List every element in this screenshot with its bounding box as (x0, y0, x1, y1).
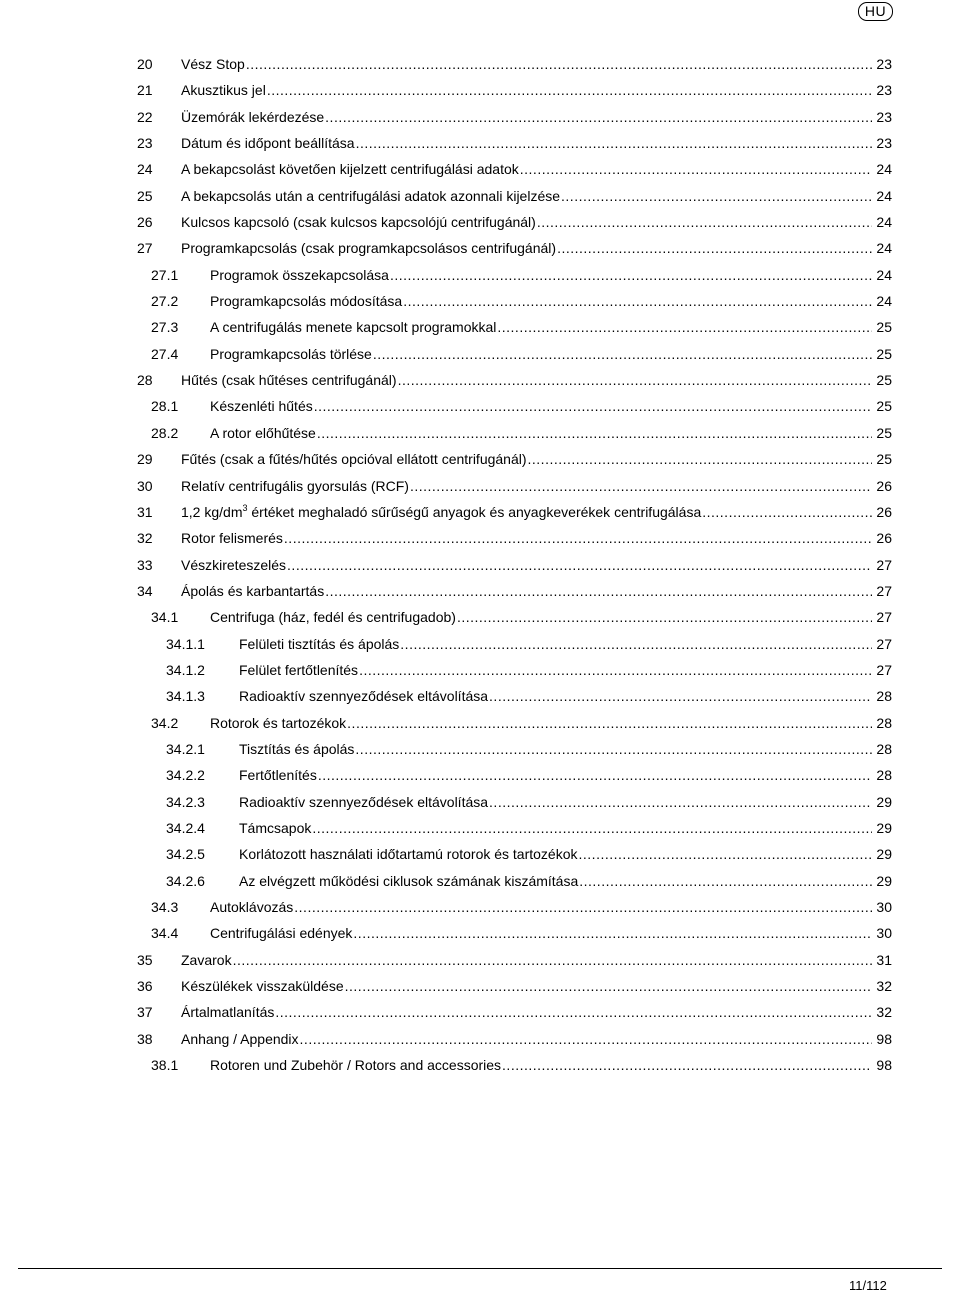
toc-entry-page: 23 (872, 104, 892, 130)
toc-entry-title-line (239, 868, 892, 894)
toc-entry[interactable] (0, 235, 960, 261)
toc-dot-leader (373, 341, 892, 367)
toc-entry-page: 23 (872, 130, 892, 156)
toc-entry-title: Rotoren und Zubehör / Rotors and accessories (210, 1052, 502, 1078)
toc-dot-leader (520, 156, 892, 182)
toc-dot-leader (312, 815, 892, 841)
toc-entry-page: 32 (872, 973, 892, 999)
toc-entry-title: Rotorok és tartozékok (210, 710, 347, 736)
toc-entry-number: 27.3 (151, 319, 179, 336)
toc-entry[interactable] (0, 104, 960, 130)
toc-dot-leader (300, 1026, 892, 1052)
toc-entry-number: 21 (137, 82, 153, 99)
toc-dot-leader (557, 235, 892, 261)
toc-entry-title: Anhang / Appendix (181, 1026, 300, 1052)
toc-entry[interactable] (0, 130, 960, 156)
toc-entry-title: Zavarok (181, 947, 233, 973)
toc-entry-page: 29 (872, 789, 892, 815)
toc-entry-title: Radioaktív szennyeződések eltávolítása (239, 683, 489, 709)
toc-entry-page: 25 (872, 420, 892, 446)
toc-entry[interactable] (0, 393, 960, 419)
toc-dot-leader (317, 420, 892, 446)
toc-entry-number: 34.3 (151, 899, 179, 915)
toc-entry-title: A bekapcsolás után a centrifugálási adatok azonnali kijelzése (181, 183, 561, 209)
toc-dot-leader (287, 552, 892, 578)
toc-entry-title: Rotor felismerés (181, 525, 284, 551)
toc-entry-page: 24 (872, 288, 892, 314)
toc-dot-leader (398, 367, 892, 393)
toc-entry-title-line (210, 288, 892, 314)
toc-entry[interactable] (0, 683, 960, 709)
toc-entry-title: Korlátozott használati időtartamú rotorok és tartozékok (239, 841, 579, 867)
toc-dot-leader (355, 736, 892, 762)
toc-entry[interactable] (0, 367, 960, 393)
toc-entry-number: 34.2.4 (166, 819, 205, 836)
toc-entry-number: 28 (137, 372, 153, 389)
toc-entry[interactable] (0, 525, 960, 551)
toc-entry-title: Készenléti hűtés (210, 393, 314, 419)
toc-entry[interactable] (0, 51, 960, 77)
toc-entry[interactable] (0, 631, 960, 657)
toc-entry-title-line (239, 762, 892, 788)
toc-entry-title: Készülékek visszaküldése (181, 973, 345, 999)
toc-entry-title: Fertőtlenítés (239, 762, 318, 788)
toc-entry-number: 27.4 (151, 345, 179, 362)
language-badge: HU (858, 2, 893, 21)
toc-entry-number: 34.1.2 (166, 661, 205, 678)
toc-entry-title: A bekapcsolást követően kijelzett centrifugálási adatok (181, 156, 520, 182)
toc-entry-page: 29 (872, 841, 892, 867)
toc-entry-title: Tisztítás és ápolás (239, 736, 355, 762)
toc-entry-page: 27 (872, 657, 892, 683)
toc-entry[interactable] (0, 499, 960, 525)
table-of-contents (0, 51, 960, 1078)
toc-entry-page: 24 (872, 209, 892, 235)
toc-entry[interactable] (0, 156, 960, 182)
toc-entry-page: 29 (872, 868, 892, 894)
toc-entry-title: Programkapcsolás (csak programkapcsolásos centrifugánál) (181, 235, 557, 261)
toc-entry-title-part: értéket meghaladó sűrűségű anyagok és anyagkeverékek centrifugálása (247, 503, 702, 520)
toc-entry-number: 34.1.1 (166, 635, 205, 652)
toc-dot-leader (294, 894, 892, 920)
toc-entry-page: 26 (872, 473, 892, 499)
toc-entry-page: 98 (872, 1026, 892, 1052)
toc-entry[interactable] (0, 973, 960, 999)
toc-dot-leader (390, 262, 892, 288)
toc-entry-title-line (181, 104, 892, 130)
toc-entry-title-line (239, 657, 892, 683)
toc-entry-page: 25 (872, 393, 892, 419)
toc-entry-title-line (181, 1026, 892, 1052)
toc-entry-number: 34.2.6 (166, 872, 205, 889)
toc-entry-number: 27.2 (151, 293, 179, 310)
toc-entry-title-part: 1,2 kg/dm (181, 503, 243, 520)
toc-entry[interactable] (0, 446, 960, 472)
toc-entry-page: 98 (872, 1052, 892, 1078)
toc-entry-page: 23 (872, 51, 892, 77)
toc-entry[interactable] (0, 841, 960, 867)
toc-entry-page: 28 (872, 736, 892, 762)
toc-entry-title: Üzemórák lekérdezése (181, 104, 325, 130)
toc-entry-page: 30 (872, 894, 892, 920)
toc-entry-page: 26 (872, 499, 892, 525)
toc-dot-leader (345, 973, 892, 999)
toc-entry-number: 23 (137, 135, 153, 152)
toc-entry-number: 22 (137, 108, 153, 125)
toc-entry-page: 24 (872, 262, 892, 288)
toc-entry-page: 23 (872, 77, 892, 103)
toc-entry-title-line (181, 209, 892, 235)
toc-entry-page: 28 (872, 762, 892, 788)
toc-dot-leader (400, 631, 892, 657)
toc-dot-leader (314, 393, 892, 419)
toc-entry-title-line (181, 578, 892, 604)
toc-entry-page: 28 (872, 683, 892, 709)
toc-dot-leader (325, 578, 892, 604)
toc-entry-title: Centrifugálási edények (210, 920, 353, 946)
toc-entry-title: Támcsapok (239, 815, 312, 841)
toc-entry-title: Programok összekapcsolása (210, 262, 390, 288)
toc-entry-number: 29 (137, 451, 153, 468)
toc-dot-leader (356, 130, 892, 156)
toc-entry-title-line (239, 815, 892, 841)
toc-entry-title: Autoklávozás (210, 894, 294, 920)
toc-entry-title-line (239, 841, 892, 867)
toc-entry-title-line (239, 683, 892, 709)
toc-entry-title-line (210, 262, 892, 288)
toc-entry-number: 34.4 (151, 925, 179, 942)
toc-dot-leader (284, 525, 892, 551)
toc-entry-title-line (181, 499, 892, 525)
toc-entry-page: 32 (872, 999, 892, 1025)
toc-entry[interactable] (0, 762, 960, 788)
toc-entry[interactable] (0, 262, 960, 288)
toc-entry[interactable] (0, 920, 960, 946)
toc-entry-title: Programkapcsolás törlése (210, 341, 373, 367)
toc-entry-number: 34.1 (151, 609, 179, 626)
toc-entry-title-line (210, 393, 892, 419)
toc-entry[interactable] (0, 314, 960, 340)
toc-entry[interactable] (0, 288, 960, 314)
toc-entry-number: 35 (137, 951, 153, 968)
toc-entry[interactable] (0, 578, 960, 604)
toc-entry-number: 25 (137, 187, 153, 204)
toc-entry-title: Kulcsos kapcsoló (csak kulcsos kapcsolójú centrifugánál) (181, 209, 537, 235)
toc-dot-leader (275, 999, 892, 1025)
toc-entry[interactable] (0, 999, 960, 1025)
toc-entry-title: Fűtés (csak a fűtés/hűtés opcióval ellátott centrifugánál) (181, 446, 528, 472)
toc-entry-number: 38.1 (151, 1057, 179, 1074)
toc-dot-leader (353, 920, 892, 946)
toc-entry-title-line (181, 130, 892, 156)
toc-entry-title: Az elvégzett működési ciklusok számának kiszámítása (239, 868, 579, 894)
toc-entry[interactable] (0, 657, 960, 683)
toc-entry-number: 20 (137, 56, 153, 72)
toc-entry-title-line (181, 367, 892, 393)
toc-entry[interactable] (0, 815, 960, 841)
toc-entry-page: 27 (872, 578, 892, 604)
toc-entry-title-line (181, 446, 892, 472)
toc-entry-page: 27 (872, 604, 892, 630)
toc-dot-leader (579, 841, 892, 867)
toc-entry-title-line (181, 156, 892, 182)
toc-entry-title-line (181, 183, 892, 209)
toc-entry-number: 26 (137, 214, 153, 231)
page-number: 11/112 (849, 1278, 887, 1293)
toc-entry-title: Centrifuga (ház, fedél és centrifugadob) (210, 604, 457, 630)
toc-entry-number: 31 (137, 503, 153, 520)
toc-entry-number: 37 (137, 1004, 153, 1021)
toc-entry[interactable] (0, 604, 960, 630)
toc-entry[interactable] (0, 894, 960, 920)
toc-entry-number: 34.2.5 (166, 846, 205, 863)
toc-entry-page: 25 (872, 341, 892, 367)
toc-entry-title: Vészkireteszelés (181, 552, 287, 578)
toc-dot-leader (579, 868, 892, 894)
toc-dot-leader (403, 288, 892, 314)
toc-entry-page: 31 (872, 947, 892, 973)
toc-entry-title-line (210, 1052, 892, 1078)
toc-entry[interactable] (0, 789, 960, 815)
toc-entry-title-superscript: 3 (242, 502, 248, 513)
toc-entry-page: 27 (872, 631, 892, 657)
toc-entry[interactable] (0, 183, 960, 209)
toc-dot-leader (489, 683, 892, 709)
toc-entry[interactable] (0, 420, 960, 446)
toc-entry-title-line (210, 920, 892, 946)
toc-dot-leader (318, 762, 892, 788)
toc-entry-title: Radioaktív szennyeződések eltávolítása (239, 789, 489, 815)
toc-entry-page: 27 (872, 552, 892, 578)
toc-entry-number: 36 (137, 978, 153, 995)
toc-entry-page: 24 (872, 183, 892, 209)
toc-entry[interactable] (0, 1052, 960, 1078)
toc-entry-title: Ápolás és karbantartás (181, 578, 325, 604)
toc-entry-title-line (181, 235, 892, 261)
toc-entry-title: Dátum és időpont beállítása (181, 130, 356, 156)
toc-entry-number: 30 (137, 477, 153, 494)
toc-entry[interactable] (0, 209, 960, 235)
toc-entry-title-line (181, 973, 892, 999)
toc-entry-title: Felületi tisztítás és ápolás (239, 631, 400, 657)
toc-dot-leader (233, 947, 892, 973)
toc-dot-leader (347, 710, 892, 736)
toc-entry-title (181, 499, 702, 525)
toc-entry-page: 30 (872, 920, 892, 946)
toc-entry-title: A centrifugálás menete kapcsolt programokkal (210, 314, 497, 340)
toc-entry-title: Relatív centrifugális gyorsulás (RCF) (181, 473, 410, 499)
toc-entry-number: 34.2 (151, 714, 179, 731)
toc-entry-title-line (181, 525, 892, 551)
toc-entry-number: 34.2.2 (166, 767, 205, 784)
toc-entry-number: 27.1 (151, 266, 179, 283)
toc-entry-title-line (239, 789, 892, 815)
toc-entry-title-line (210, 420, 892, 446)
toc-entry-title-line (181, 999, 892, 1025)
toc-entry-title-line (181, 51, 892, 77)
toc-entry-page: 29 (872, 815, 892, 841)
toc-entry-title-line (210, 604, 892, 630)
toc-dot-leader (561, 183, 892, 209)
toc-dot-leader (359, 657, 892, 683)
toc-entry-number: 38 (137, 1030, 153, 1047)
toc-dot-leader (528, 446, 892, 472)
toc-entry-title-line (181, 947, 892, 973)
toc-entry[interactable] (0, 473, 960, 499)
toc-dot-leader (246, 51, 892, 77)
toc-entry-page: 25 (872, 314, 892, 340)
toc-entry-title: Hűtés (csak hűtéses centrifugánál) (181, 367, 398, 393)
toc-entry-page: 28 (872, 710, 892, 736)
toc-dot-leader (702, 499, 892, 525)
toc-entry-number: 28.2 (151, 424, 179, 441)
toc-dot-leader (457, 604, 892, 630)
toc-dot-leader (537, 209, 892, 235)
toc-entry-page: 25 (872, 367, 892, 393)
toc-entry-title: Vész Stop (181, 51, 246, 77)
toc-dot-leader (267, 77, 892, 103)
toc-entry-number: 24 (137, 161, 153, 178)
toc-dot-leader (325, 104, 892, 130)
toc-entry-title: Programkapcsolás módosítása (210, 288, 403, 314)
toc-entry-title: Felület fertőtlenítés (239, 657, 359, 683)
toc-entry[interactable] (0, 868, 960, 894)
toc-entry-number: 33 (137, 556, 153, 573)
toc-dot-leader (502, 1052, 892, 1078)
toc-entry[interactable] (0, 341, 960, 367)
toc-entry[interactable] (0, 552, 960, 578)
toc-entry[interactable] (0, 1026, 960, 1052)
toc-entry-page: 25 (872, 446, 892, 472)
toc-entry-number: 34 (137, 582, 153, 599)
toc-entry-number: 34.2.1 (166, 740, 205, 757)
toc-entry[interactable] (0, 947, 960, 973)
toc-entry-title-line (210, 710, 892, 736)
toc-entry-number: 28.1 (151, 398, 179, 415)
toc-entry-title: Ártalmatlanítás (181, 999, 275, 1025)
toc-entry-title-line (210, 894, 892, 920)
toc-entry-title-line (181, 473, 892, 499)
toc-entry-page: 26 (872, 525, 892, 551)
toc-entry-number: 32 (137, 530, 153, 547)
toc-entry-title-line (210, 341, 892, 367)
toc-entry[interactable] (0, 77, 960, 103)
toc-entry[interactable] (0, 710, 960, 736)
toc-entry-title-line (239, 736, 892, 762)
toc-entry-number: 34.1.3 (166, 688, 205, 705)
toc-entry-title-line (210, 314, 892, 340)
toc-entry[interactable] (0, 736, 960, 762)
toc-dot-leader (497, 314, 892, 340)
toc-entry-title-line (181, 552, 892, 578)
toc-entry-number: 34.2.3 (166, 793, 205, 810)
toc-entry-title: A rotor előhűtése (210, 420, 317, 446)
toc-entry-page: 24 (872, 235, 892, 261)
toc-dot-leader (489, 789, 892, 815)
toc-entry-page: 24 (872, 156, 892, 182)
toc-entry-title: Akusztikus jel (181, 77, 267, 103)
toc-entry-number: 27 (137, 240, 153, 257)
footer-divider (18, 1268, 942, 1269)
toc-dot-leader (410, 473, 892, 499)
toc-entry-title-line (239, 631, 892, 657)
toc-entry-title-line (181, 77, 892, 103)
